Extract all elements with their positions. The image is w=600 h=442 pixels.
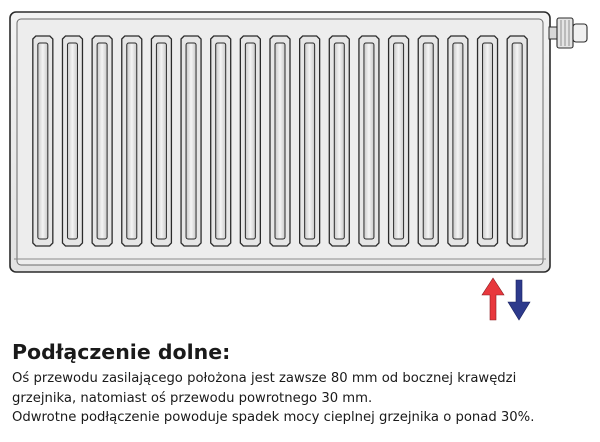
description-line-2: grzejnika, natomiast oś przewodu powrotnego 30 mm. — [12, 390, 373, 406]
radiator-panel — [329, 36, 349, 246]
radiator-panels — [33, 36, 527, 246]
section-title: Podłączenie dolne: — [12, 340, 231, 364]
thermostatic-valve-icon — [549, 18, 587, 48]
radiator-panel — [300, 36, 320, 246]
radiator-panel — [151, 36, 171, 246]
radiator-panel — [389, 36, 409, 246]
description-line-3: Odwrotne podłączenie powoduje spadek mocy cieplnej grzejnika o ponad 30%. — [12, 410, 535, 425]
arrow-down-icon — [508, 280, 530, 320]
radiator-panel — [359, 36, 379, 246]
description-line-1: Oś przewodu zasilającego położona jest zawsze 80 mm od bocznej krawędzi — [12, 371, 517, 386]
radiator-panel — [122, 36, 142, 246]
radiator-panel — [478, 36, 498, 246]
radiator-panel — [448, 36, 468, 246]
radiator-panel — [270, 36, 290, 246]
radiator-panel — [92, 36, 112, 246]
radiator-panel — [33, 36, 53, 246]
radiator-panel — [418, 36, 438, 246]
radiator-panel — [181, 36, 201, 246]
radiator-panel — [507, 36, 527, 246]
arrow-up-icon — [482, 278, 504, 320]
radiator-panel — [62, 36, 82, 246]
radiator-panel — [240, 36, 260, 246]
radiator-panel — [211, 36, 231, 246]
connection-description — [12, 339, 598, 428]
